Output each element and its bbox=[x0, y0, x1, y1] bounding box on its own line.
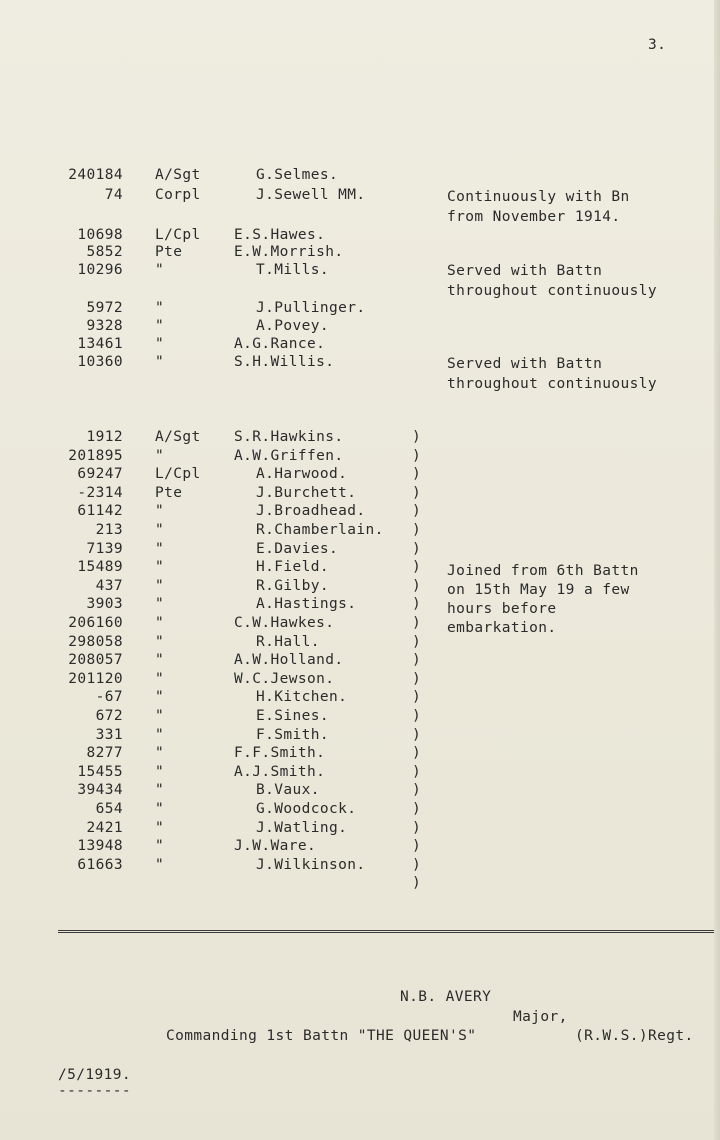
g2-bracket-1: ) bbox=[412, 448, 422, 464]
g1-row-0-soldier-name: G.Selmes. bbox=[256, 167, 339, 183]
g2-row-14-rank: " bbox=[155, 689, 165, 705]
g2-row-12-service-number: 208057 bbox=[68, 652, 123, 668]
g2-bracket-11: ) bbox=[412, 634, 422, 650]
g2-row-8-service-number: 437 bbox=[95, 578, 123, 594]
g2-row-8-soldier-name: R.Gilby. bbox=[256, 578, 330, 594]
g2-row-19-rank: " bbox=[155, 782, 165, 798]
g2-row-7-service-number: 15489 bbox=[77, 559, 123, 575]
g2-row-11-service-number: 298058 bbox=[68, 634, 123, 650]
g1-note-2-line1: Served with Battn bbox=[447, 356, 603, 372]
g1-row-3-service-number: 5852 bbox=[86, 244, 123, 260]
g1-row-2-rank: L/Cpl bbox=[155, 227, 201, 243]
g2-row-11-soldier-name: R.Hall. bbox=[256, 634, 320, 650]
g2-row-15-rank: " bbox=[155, 708, 165, 724]
g1-row-2-soldier-name: E.S.Hawes. bbox=[234, 227, 326, 243]
g2-row-2-service-number: 69247 bbox=[77, 466, 123, 482]
document-date: /5/1919. bbox=[58, 1067, 132, 1083]
g2-row-19-soldier-name: B.Vaux. bbox=[256, 782, 320, 798]
g2-bracket-6: ) bbox=[412, 541, 422, 557]
g2-row-22-soldier-name: J.W.Ware. bbox=[234, 838, 317, 854]
g2-bracket-19: ) bbox=[412, 782, 422, 798]
g2-row-0-soldier-name: S.R.Hawkins. bbox=[234, 429, 344, 445]
g1-row-5-rank: " bbox=[155, 300, 165, 316]
g2-row-5-service-number: 213 bbox=[95, 522, 123, 538]
g2-bracket-21: ) bbox=[412, 820, 422, 836]
g2-bracket-20: ) bbox=[412, 801, 422, 817]
g2-row-3-service-number: -2314 bbox=[77, 485, 123, 501]
g2-row-17-service-number: 8277 bbox=[86, 745, 123, 761]
g2-bracket-0: ) bbox=[412, 429, 422, 445]
g2-row-3-soldier-name: J.Burchett. bbox=[256, 485, 357, 501]
g2-row-7-rank: " bbox=[155, 559, 165, 575]
g2-row-4-service-number: 61142 bbox=[77, 503, 123, 519]
g1-row-8-soldier-name: S.H.Willis. bbox=[234, 354, 335, 370]
g2-row-19-service-number: 39434 bbox=[77, 782, 123, 798]
g1-note-1-line1: Served with Battn bbox=[447, 263, 603, 279]
g2-row-16-service-number: 331 bbox=[95, 727, 123, 743]
g2-bracket-13: ) bbox=[412, 671, 422, 687]
g2-row-23-rank: " bbox=[155, 857, 165, 873]
g2-row-22-rank: " bbox=[155, 838, 165, 854]
signatory-name: N.B. AVERY bbox=[400, 989, 492, 1005]
g2-row-2-rank: L/Cpl bbox=[155, 466, 201, 482]
g1-row-4-rank: " bbox=[155, 262, 165, 278]
g2-row-4-soldier-name: J.Broadhead. bbox=[256, 503, 366, 519]
g1-row-6-service-number: 9328 bbox=[86, 318, 123, 334]
g2-row-17-rank: " bbox=[155, 745, 165, 761]
g2-row-16-rank: " bbox=[155, 727, 165, 743]
g1-row-5-service-number: 5972 bbox=[86, 300, 123, 316]
g2-row-20-soldier-name: G.Woodcock. bbox=[256, 801, 357, 817]
g2-row-11-rank: " bbox=[155, 634, 165, 650]
g2-row-14-soldier-name: H.Kitchen. bbox=[256, 689, 348, 705]
g2-row-6-soldier-name: E.Davies. bbox=[256, 541, 339, 557]
g1-row-7-soldier-name: A.G.Rance. bbox=[234, 336, 326, 352]
g2-row-12-rank: " bbox=[155, 652, 165, 668]
page-number: 3. bbox=[648, 37, 667, 53]
g2-row-18-rank: " bbox=[155, 764, 165, 780]
g2-row-20-rank: " bbox=[155, 801, 165, 817]
g2-row-10-rank: " bbox=[155, 615, 165, 631]
g2-bracket-8: ) bbox=[412, 578, 422, 594]
g1-row-2-service-number: 10698 bbox=[77, 227, 123, 243]
g1-row-4-soldier-name: T.Mills. bbox=[256, 262, 330, 278]
g2-bracket-3: ) bbox=[412, 485, 422, 501]
g2-row-1-soldier-name: A.W.Griffen. bbox=[234, 448, 344, 464]
g2-row-1-rank: " bbox=[155, 448, 165, 464]
group-2-note-line-3: hours before bbox=[447, 601, 557, 617]
g2-bracket-14: ) bbox=[412, 689, 422, 705]
g2-bracket-4: ) bbox=[412, 503, 422, 519]
g2-row-8-rank: " bbox=[155, 578, 165, 594]
g2-row-2-soldier-name: A.Harwood. bbox=[256, 466, 348, 482]
regiment-line: (R.W.S.)Regt. bbox=[575, 1028, 694, 1044]
g2-row-9-rank: " bbox=[155, 596, 165, 612]
divider-rule bbox=[58, 930, 716, 933]
g2-row-14-service-number: -67 bbox=[95, 689, 123, 705]
g2-row-15-soldier-name: E.Sines. bbox=[256, 708, 330, 724]
g2-row-1-service-number: 201895 bbox=[68, 448, 123, 464]
g2-row-21-rank: " bbox=[155, 820, 165, 836]
g1-row-1-soldier-name: J.Sewell MM. bbox=[256, 187, 366, 203]
g2-row-9-service-number: 3903 bbox=[86, 596, 123, 612]
g1-row-6-rank: " bbox=[155, 318, 165, 334]
g2-row-0-rank: A/Sgt bbox=[155, 429, 201, 445]
g1-note-1-line2: throughout continuously bbox=[447, 283, 657, 299]
g2-row-13-service-number: 201120 bbox=[68, 671, 123, 687]
g2-bracket-7: ) bbox=[412, 559, 422, 575]
g2-row-21-service-number: 2421 bbox=[86, 820, 123, 836]
g1-note-0-line1: Continuously with Bn bbox=[447, 189, 630, 205]
g1-row-7-rank: " bbox=[155, 336, 165, 352]
g2-row-13-soldier-name: W.C.Jewson. bbox=[234, 671, 335, 687]
g2-row-4-rank: " bbox=[155, 503, 165, 519]
g1-row-8-rank: " bbox=[155, 354, 165, 370]
signatory-rank: Major, bbox=[513, 1009, 568, 1025]
g2-row-7-soldier-name: H.Field. bbox=[256, 559, 330, 575]
g2-row-10-service-number: 206160 bbox=[68, 615, 123, 631]
g2-row-20-service-number: 654 bbox=[95, 801, 123, 817]
g2-bracket-end: ) bbox=[412, 875, 422, 891]
g2-row-10-soldier-name: C.W.Hawkes. bbox=[234, 615, 335, 631]
g1-row-0-service-number: 240184 bbox=[68, 167, 123, 183]
g2-row-5-soldier-name: R.Chamberlain. bbox=[256, 522, 384, 538]
group-2-note-line-2: on 15th May 19 a few bbox=[447, 582, 630, 598]
g2-bracket-17: ) bbox=[412, 745, 422, 761]
g1-row-1-rank: Corpl bbox=[155, 187, 201, 203]
g2-row-5-rank: " bbox=[155, 522, 165, 538]
g1-row-4-service-number: 10296 bbox=[77, 262, 123, 278]
g1-row-0-rank: A/Sgt bbox=[155, 167, 201, 183]
g2-row-23-soldier-name: J.Wilkinson. bbox=[256, 857, 366, 873]
g2-row-12-soldier-name: A.W.Holland. bbox=[234, 652, 344, 668]
g2-bracket-12: ) bbox=[412, 652, 422, 668]
g2-bracket-2: ) bbox=[412, 466, 422, 482]
g2-bracket-16: ) bbox=[412, 727, 422, 743]
g2-bracket-15: ) bbox=[412, 708, 422, 724]
group-2-note-line-4: embarkation. bbox=[447, 620, 557, 636]
g1-row-5-soldier-name: J.Pullinger. bbox=[256, 300, 366, 316]
g1-row-7-service-number: 13461 bbox=[77, 336, 123, 352]
g2-row-16-soldier-name: F.Smith. bbox=[256, 727, 330, 743]
g1-row-8-service-number: 10360 bbox=[77, 354, 123, 370]
g2-row-18-soldier-name: A.J.Smith. bbox=[234, 764, 326, 780]
g2-row-6-rank: " bbox=[155, 541, 165, 557]
g2-row-0-service-number: 1912 bbox=[86, 429, 123, 445]
g2-row-17-soldier-name: F.F.Smith. bbox=[234, 745, 326, 761]
g2-row-21-soldier-name: J.Watling. bbox=[256, 820, 348, 836]
g2-bracket-10: ) bbox=[412, 615, 422, 631]
g1-row-3-soldier-name: E.W.Morrish. bbox=[234, 244, 344, 260]
g1-note-2-line2: throughout continuously bbox=[447, 376, 657, 392]
g2-row-6-service-number: 7139 bbox=[86, 541, 123, 557]
g2-row-23-service-number: 61663 bbox=[77, 857, 123, 873]
g1-row-1-service-number: 74 bbox=[104, 187, 123, 203]
g2-bracket-9: ) bbox=[412, 596, 422, 612]
g2-row-22-service-number: 13948 bbox=[77, 838, 123, 854]
g1-note-0-line2: from November 1914. bbox=[447, 209, 621, 225]
group-2-note-line-1: Joined from 6th Battn bbox=[447, 563, 639, 579]
g1-row-6-soldier-name: A.Povey. bbox=[256, 318, 330, 334]
command-line: Commanding 1st Battn "THE QUEEN'S" bbox=[166, 1028, 477, 1044]
g2-row-3-rank: Pte bbox=[155, 485, 183, 501]
g2-row-13-rank: " bbox=[155, 671, 165, 687]
g2-bracket-23: ) bbox=[412, 857, 422, 873]
g2-row-15-service-number: 672 bbox=[95, 708, 123, 724]
g2-bracket-18: ) bbox=[412, 764, 422, 780]
date-underline: -------- bbox=[58, 1083, 132, 1099]
g2-row-9-soldier-name: A.Hastings. bbox=[256, 596, 357, 612]
g2-row-18-service-number: 15455 bbox=[77, 764, 123, 780]
g2-bracket-5: ) bbox=[412, 522, 422, 538]
g2-bracket-22: ) bbox=[412, 838, 422, 854]
g1-row-3-rank: Pte bbox=[155, 244, 183, 260]
paper-edge bbox=[714, 0, 720, 1140]
